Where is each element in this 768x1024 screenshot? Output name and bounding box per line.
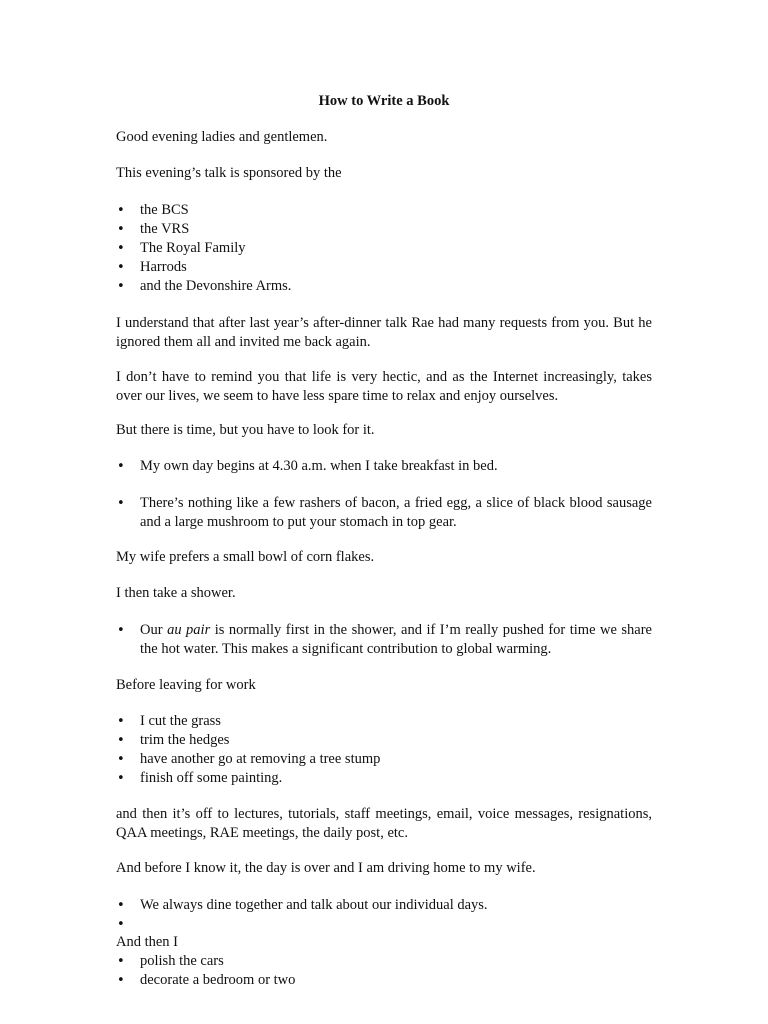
greeting-paragraph: Good evening ladies and gentlemen. [116,129,328,145]
list-item: • The Royal Family [116,239,652,258]
list-item: • There’s nothing like a few rashers of bacon, a fried egg, a slice of black blood sausage and a large mushroom to put your stomach in top gear. [116,494,652,532]
list-item: • Harrods [116,258,652,277]
time-paragraph: But there is time, but you have to look for it. [116,422,375,438]
wife-paragraph: My wife prefers a small bowl of corn flakes. [116,549,375,565]
list-item: • the VRS [116,220,652,239]
hectic-paragraph: I don’t have to remind you that life is very hectic, and as the Internet increasingly, takes over our lives, we seem to have less spare time to relax and enjoy ourselves. [116,369,652,404]
list-item: • the BCS [116,201,652,220]
list-item: • polish the cars [116,952,652,971]
shower-paragraph: I then take a shower. [116,585,236,601]
list-item: • trim the hedges [116,731,652,750]
chores-list [116,712,652,788]
document-title: How to Write a Book [318,93,450,109]
morning-list [116,457,652,532]
list-item [116,621,652,659]
au-pair-text-after: is normally first in the shower, and if I’m really pushed for time we share the hot water. This makes a significant contribution to global warming. [140,622,652,657]
before-work-paragraph: Before leaving for work [116,677,256,693]
day-over-paragraph: And before I know it, the day is over and I am driving home to my wife. [116,860,536,876]
list-item [116,915,652,934]
sponsors-list [116,201,652,296]
and-then-paragraph: And then I [116,934,179,950]
list-item: • finish off some painting. [116,769,652,788]
au-pair-italic: au pair [167,622,211,638]
list-item: • My own day begins at 4.30 a.m. when I take breakfast in bed. [116,457,652,476]
home-list [116,952,652,990]
list-item: • have another go at removing a tree stump [116,750,652,769]
au-pair-text-before: Our [140,622,168,638]
au-pair-list [116,621,652,659]
list-item: • and the Devonshire Arms. [116,277,652,296]
sponsor-intro-paragraph: This evening’s talk is sponsored by the [116,165,342,181]
list-item: • We always dine together and talk about our individual days. [116,896,652,915]
evening-list [116,896,652,934]
requests-paragraph: I understand that after last year’s after-dinner talk Rae had many requests from you. But he ignored them all and invited me back again. [116,315,652,350]
lectures-paragraph: and then it’s off to lectures, tutorials, staff meetings, email, voice messages, resignations, QAA meetings, RAE meetings, the daily post, etc. [116,806,652,841]
list-item: • decorate a bedroom or two [116,971,652,990]
list-item: • I cut the grass [116,712,652,731]
